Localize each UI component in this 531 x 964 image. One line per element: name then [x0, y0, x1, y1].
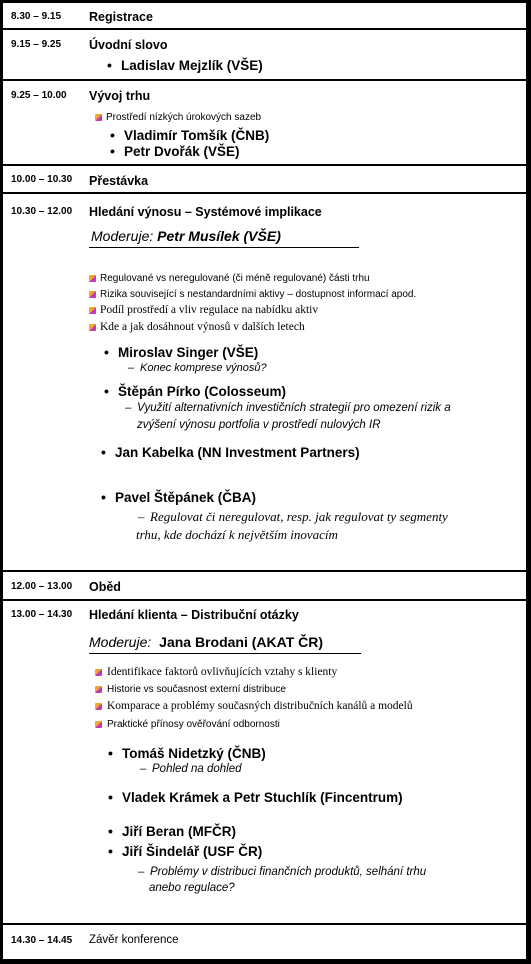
speaker: • Jan Kabelka (NN Investment Partners) [115, 445, 360, 460]
speaker: • Vladek Krámek a Petr Stuchlík (Fincentrum) [122, 790, 403, 805]
moderator-name: Petr Musílek (VŠE) [157, 228, 281, 244]
row-time: 9.15 – 9.25 [11, 39, 62, 50]
row-time: 10.30 – 12.00 [11, 206, 73, 217]
row-registrace [3, 3, 526, 30]
moderator-underline [89, 653, 361, 654]
speaker-note: – Regulovat či neregulovat, resp. jak regulovat ty segmenty [150, 509, 448, 525]
topic-bullet-icon [95, 114, 102, 121]
row-title: Registrace [89, 10, 153, 24]
row-title: Vývoj trhu [89, 89, 151, 103]
speaker-note: – Pohled na dohled [152, 763, 242, 775]
row-title: Závěr konference [89, 934, 179, 946]
topic-bullet-icon [89, 291, 96, 298]
speaker: • Petr Dvořák (VŠE) [124, 144, 240, 159]
row-title: Oběd [89, 580, 121, 594]
row-time: 13.00 – 14.30 [11, 609, 73, 620]
topic-bullet-icon [95, 721, 102, 728]
topic-bullet-icon [89, 324, 96, 331]
topic-bullet-icon [95, 669, 102, 676]
speaker: • Vladimír Tomšík (ČNB) [124, 128, 269, 143]
topic: Identifikace faktorů ovlivňujících vztahy s klienty [107, 666, 338, 678]
topic-bullet-icon [95, 686, 102, 693]
topic: Podíl prostředí a vliv regulace na nabídku aktiv [100, 304, 319, 316]
speaker: • Pavel Štěpánek (ČBA) [115, 490, 256, 505]
row-title: Hledání klienta – Distribuční otázky [89, 608, 299, 622]
row-time: 14.30 – 14.45 [11, 935, 73, 946]
row-title: Úvodní slovo [89, 38, 168, 52]
topic: Historie vs současnost externí distribuce [107, 684, 286, 695]
topic: Kde a jak dosáhnout výnosů v dalších letech [100, 321, 305, 333]
topic-bullet-icon [89, 275, 96, 282]
row-hledani-klienta [3, 601, 526, 925]
row-time: 10.00 – 10.30 [11, 174, 73, 185]
topic: Praktické přínosy ověřování odbornosti [107, 719, 280, 730]
row-vyvoj-trhu [3, 81, 526, 166]
speaker-note: – Využití alternativních investičních strategií pro omezení rizik a [137, 402, 451, 414]
moderator-label: Moderuje: [89, 634, 152, 650]
program-sheet [2, 2, 527, 960]
row-obed [3, 572, 526, 601]
moderator-underline [89, 247, 359, 248]
speaker: • Jiří Šindelář (USF ČR) [122, 844, 262, 859]
speaker: • Ladislav Mejzlík (VŠE) [121, 58, 263, 73]
speaker: • Štěpán Pírko (Colosseum) [118, 384, 286, 399]
row-hledani-vynosu [3, 194, 526, 572]
speaker-note: anebo regulace? [149, 882, 235, 894]
moderator [91, 228, 281, 244]
topic-bullet-icon [89, 307, 96, 314]
moderator-name: Jana Brodani (AKAT ČR) [159, 634, 324, 650]
speaker: • Tomáš Nidetzký (ČNB) [122, 746, 266, 761]
moderator [89, 634, 323, 650]
moderator-label: Moderuje: [91, 228, 154, 244]
row-time: 9.25 – 10.00 [11, 90, 67, 101]
speaker-note: trhu, kde dochází k největším inovacím [136, 527, 338, 542]
topic: Komparace a problémy současných distribučních kanálů a modelů [107, 700, 413, 712]
row-time: 8.30 – 9.15 [11, 11, 62, 22]
topic: Regulované vs neregulované (či méně regulované) části trhu [100, 273, 370, 284]
topic: Rizika související s nestandardními aktivy – dostupnost informací apod. [100, 289, 417, 300]
row-zaver [3, 925, 526, 960]
row-prestavka [3, 166, 526, 194]
speaker: • Miroslav Singer (VŠE) [118, 345, 258, 360]
topic: Prostředí nízkých úrokových sazeb [106, 112, 262, 123]
speaker-note: – Problémy v distribuci finančních produktů, selhání trhu [150, 866, 426, 878]
speaker-note: zvýšení výnosu portfolia v prostředí nulových IR [137, 419, 381, 431]
speaker-note: – Konec komprese výnosů? [140, 362, 267, 374]
speaker: • Jiří Beran (MFČR) [122, 824, 236, 839]
topic-bullet-icon [95, 703, 102, 710]
row-time: 12.00 – 13.00 [11, 581, 73, 592]
row-title: Přestávka [89, 174, 149, 188]
row-uvodni-slovo [3, 30, 526, 81]
row-title: Hledání výnosu – Systémové implikace [89, 205, 322, 219]
